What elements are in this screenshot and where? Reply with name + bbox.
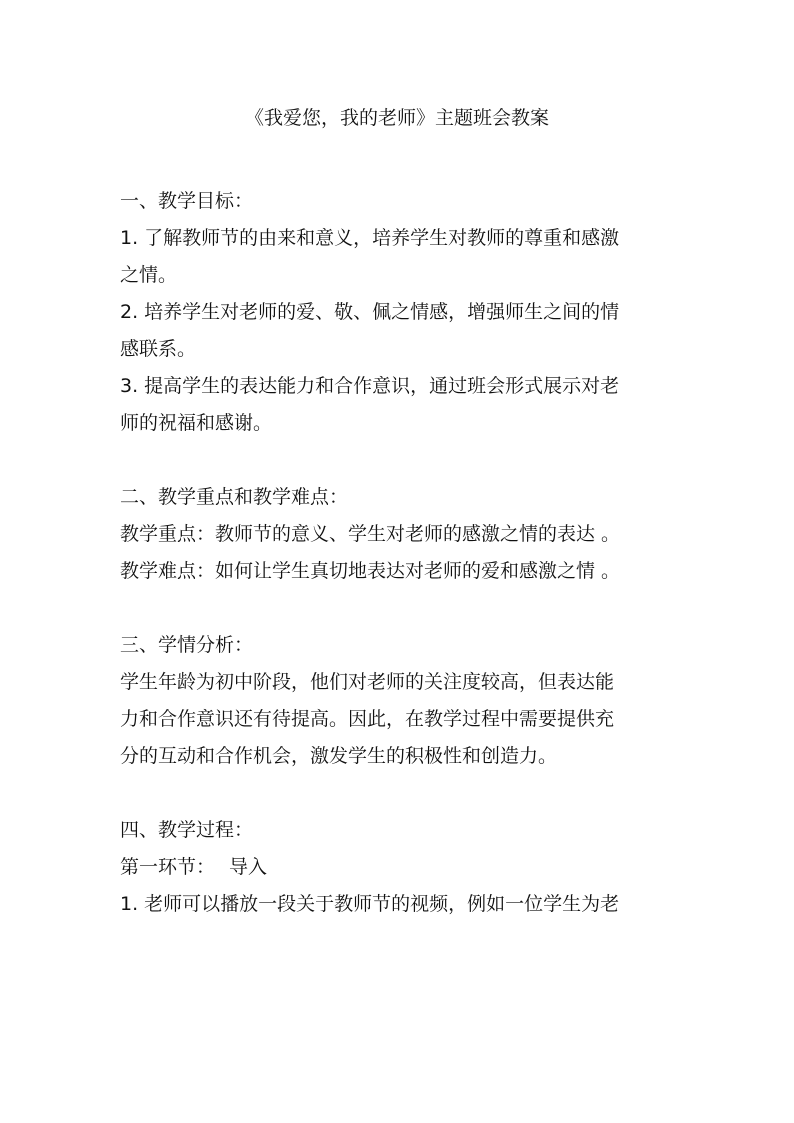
section-heading: 一、教学目标：: [120, 190, 254, 212]
subsection-heading: [120, 849, 680, 886]
subsection-title: 导入: [229, 856, 268, 878]
paragraph-line: 2. 培养学生对老师的爱、敬、佩之情感，增强师生之间的情: [120, 301, 620, 323]
paragraph-line: 3. 提高学生的表达能力和合作意识，通过班会形式展示对老: [120, 375, 620, 397]
section-heading: 二、教学重点和教学难点：: [120, 486, 349, 508]
paragraph-line: 教学重点：教师节的意义、学生对老师的感激之情的表达 。: [120, 523, 621, 545]
paragraph-line: 师的祝福和感谢。: [120, 412, 273, 434]
paragraph-line: 感联系。: [120, 338, 197, 360]
section-heading: 四、教学过程：: [120, 819, 254, 841]
paragraph-line: 力和合作意识还有待提高。因此，在教学过程中需要提供充: [120, 708, 615, 730]
document-body: [120, 183, 680, 923]
paragraph-line: 学生年龄为初中阶段，他们对老师的关注度较高，但表达能: [120, 671, 615, 693]
paragraph-line: 1. 了解教师节的由来和意义，培养学生对教师的尊重和感激: [120, 227, 620, 249]
subsection-label: 第一环节：: [120, 856, 216, 878]
section-heading: 三、学情分析：: [120, 634, 254, 656]
document-title: 《我爱您，我的老师》主题班会教案: [244, 107, 549, 129]
paragraph-line: 分的互动和合作机会，激发学生的积极性和创造力。: [120, 745, 558, 767]
paragraph-line: 之情。: [120, 264, 178, 286]
paragraph-line: 教学难点：如何让学生真切地表达对老师的爱和感激之情 。: [120, 560, 621, 582]
paragraph-line: 1. 老师可以播放一段关于教师节的视频，例如一位学生为老: [120, 893, 620, 915]
